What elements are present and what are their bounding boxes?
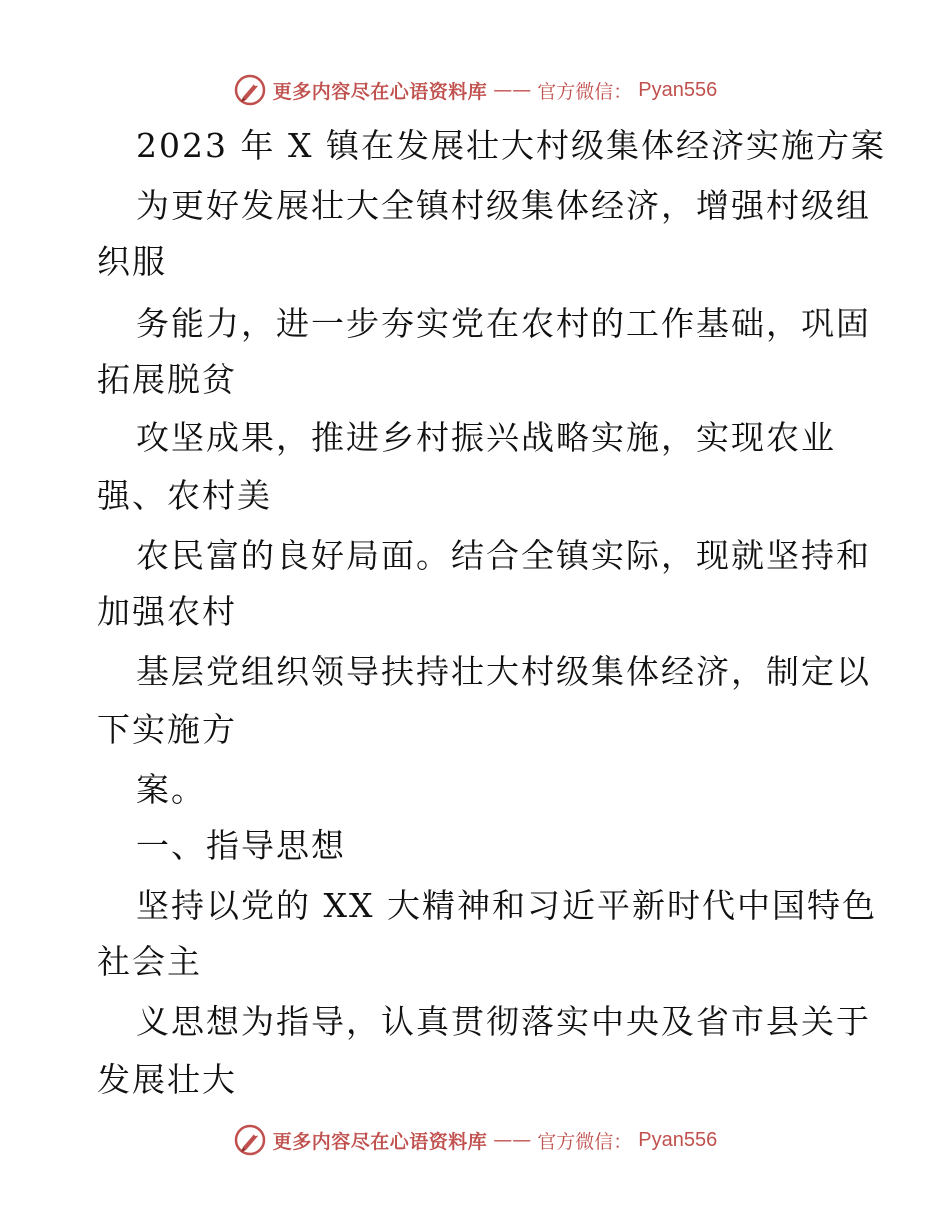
banner-separator: ——: [493, 79, 532, 101]
document-title: 2023 年 X 镇在发展壮大村级集体经济实施方案: [136, 126, 886, 165]
footer-banner: [0, 1120, 950, 1160]
banner-brand-text: 更多内容尽在心语资料库: [272, 1130, 488, 1153]
body-line: 坚持以党的 XX 大精神和习近平新时代中国特色: [136, 886, 877, 925]
banner-official-label: 官方微信：: [537, 80, 633, 103]
header-banner: [0, 70, 950, 110]
pen-logo-icon: [233, 1123, 267, 1157]
body-line: 农民富的良好局面。结合全镇实际，现就坚持和: [136, 536, 871, 575]
body-line: 务能力，进一步夯实党在农村的工作基础，巩固: [136, 304, 871, 343]
body-line: 攻坚成果，推进乡村振兴战略实施，实现农业: [136, 418, 836, 457]
banner-brand-text: 更多内容尽在心语资料库: [272, 80, 488, 103]
banner-wechat-handle: Pyan556: [638, 78, 718, 101]
body-line: 社会主: [97, 942, 202, 981]
body-line: 为更好发展壮大全镇村级集体经济，增强村级组: [136, 186, 871, 225]
banner-separator: ——: [493, 1129, 532, 1151]
body-line: 拓展脱贫: [97, 360, 237, 399]
section-heading: 一、指导思想: [136, 826, 346, 865]
body-line: 义思想为指导，认真贯彻落实中央及省市县关于: [136, 1002, 871, 1041]
body-line: 织服: [97, 242, 167, 281]
banner-official-label: 官方微信：: [537, 1130, 633, 1153]
banner-wechat-handle: Pyan556: [638, 1128, 718, 1151]
body-line: 强、农村美: [97, 476, 272, 515]
body-line: 加强农村: [97, 592, 237, 631]
body-line: 下实施方: [97, 710, 237, 749]
body-line: 基层党组织领导扶持壮大村级集体经济，制定以: [136, 652, 871, 691]
body-line: 发展壮大: [97, 1060, 237, 1099]
pen-logo-icon: [233, 73, 267, 107]
body-line: 案。: [136, 770, 206, 809]
